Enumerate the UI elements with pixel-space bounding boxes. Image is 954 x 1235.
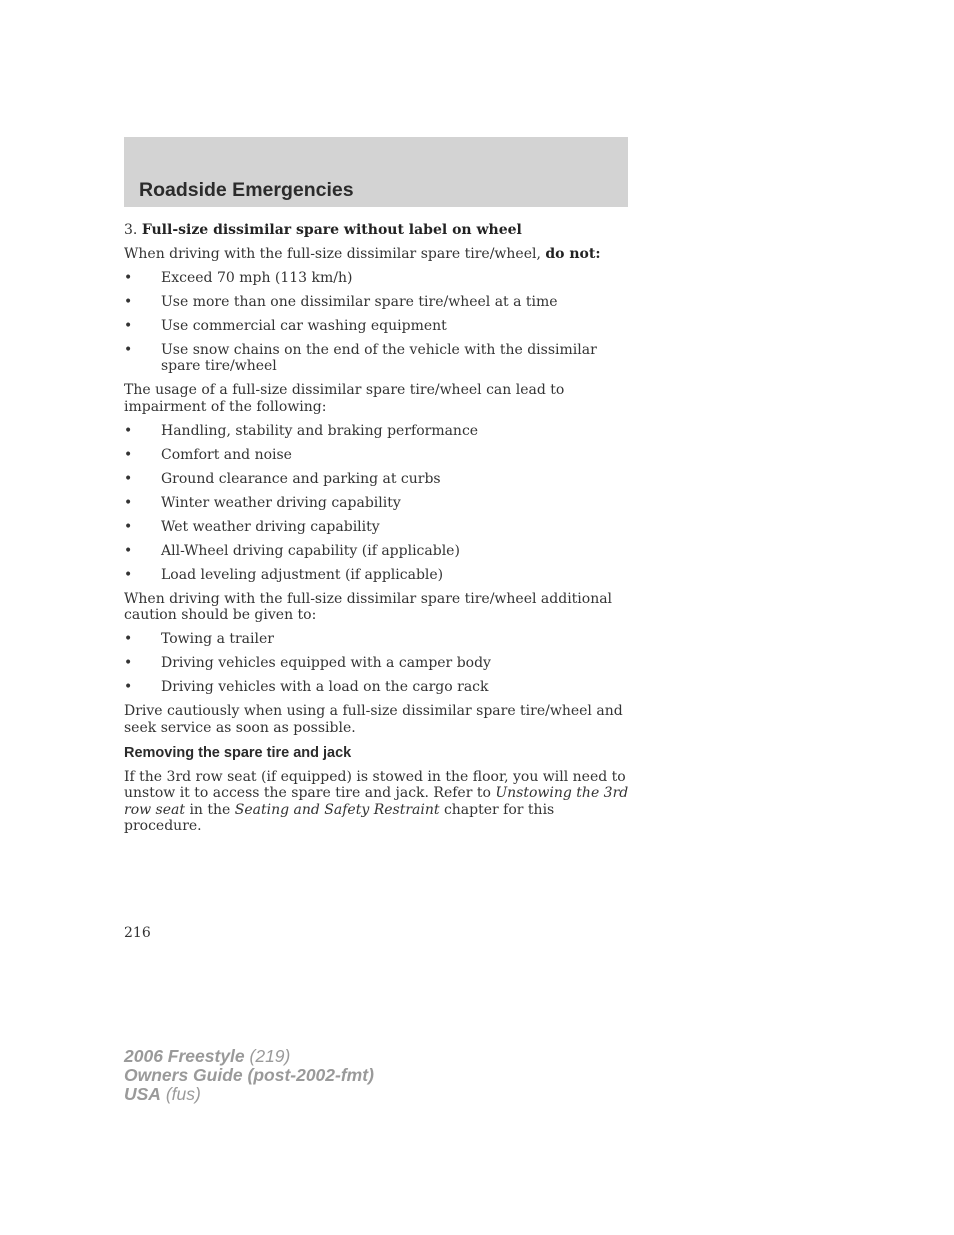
bullet-icon: • (124, 631, 133, 648)
caution-paragraph: When driving with the full-size dissimilar spare tire/wheel additional caution should be given to: (124, 590, 613, 624)
section-title: Roadside Emergencies (139, 179, 354, 201)
drive-cautiously-paragraph: Drive cautiously when using a full-size dissimilar spare tire/wheel and seek service as soon as possible. (124, 703, 623, 736)
list-item: • Driving vehicles with a load on the cargo rack (124, 679, 489, 696)
intro-emphasis: do not: (545, 246, 601, 262)
bullet-icon: • (124, 655, 133, 672)
impairment-paragraph: The usage of a full-size dissimilar spare tire/wheel can lead to impairment of the following: (124, 382, 565, 415)
list-item: • Towing a trailer (124, 631, 274, 648)
footer-line-1: 2006 Freestyle (219) (124, 1046, 291, 1066)
bullet-icon: • (124, 566, 133, 583)
bullet-icon: • (124, 470, 133, 487)
bullet-icon: • (124, 422, 133, 439)
removing-spare-heading: Removing the spare tire and jack (124, 745, 352, 762)
bullet-icon: • (124, 542, 133, 559)
list-item: • Handling, stability and braking performance (124, 422, 479, 439)
reference-chapter: Seating and Safety Restraint (234, 801, 440, 818)
list-item: • Use more than one dissimilar spare tire/wheel at a time (124, 294, 558, 310)
bullet-icon: • (124, 679, 133, 696)
bullet-icon: • (124, 294, 133, 310)
list-item: • Use commercial car washing equipment (124, 318, 447, 334)
bullet-icon: • (124, 494, 133, 511)
subsection-title (124, 222, 632, 238)
removing-spare-paragraph: If the 3rd row seat (if equipped) is stowed in the floor, you will need to unstow it to access the spare tire and jack. Refer to Unstowing the 3rd row seat in the Seating and Safety Restraint chapter for this procedure. (124, 769, 629, 835)
impairment-list (124, 423, 632, 583)
page-content (124, 222, 632, 835)
list-item: • Wet weather driving capability (124, 518, 380, 535)
subsection-number: 3. (124, 222, 138, 238)
bullet-icon: • (124, 446, 133, 463)
do-not-list (124, 270, 632, 375)
page-number: 216 (124, 925, 151, 941)
list-item: • All-Wheel driving capability (if applicable) (124, 542, 460, 559)
reference-unstowing: Unstowing the 3rd row seat (124, 785, 629, 818)
bullet-icon: • (124, 318, 133, 334)
bullet-icon: • (124, 342, 133, 358)
section-header-band (124, 137, 628, 207)
list-item: • Exceed 70 mph (113 km/h) (124, 270, 353, 286)
list-item: • Load leveling adjustment (if applicable) (124, 566, 444, 583)
caution-list (124, 631, 632, 695)
intro-paragraph (124, 246, 632, 262)
document-footer (124, 1047, 374, 1104)
bullet-icon: • (124, 518, 133, 535)
list-item: • Comfort and noise (124, 446, 292, 463)
list-item: • Use snow chains on the end of the vehicle with the dissimilar spare tire/wheel (124, 342, 597, 375)
footer-line-2: Owners Guide (post-2002-fmt) (124, 1065, 374, 1085)
intro-text: When driving with the full-size dissimilar spare tire/wheel, (124, 246, 546, 262)
subsection-title-text: Full-size dissimilar spare without label on wheel (141, 222, 522, 238)
list-item: • Driving vehicles equipped with a camper body (124, 655, 491, 672)
footer-line-3: USA (fus) (124, 1084, 201, 1104)
list-item: • Ground clearance and parking at curbs (124, 470, 441, 487)
list-item: • Winter weather driving capability (124, 494, 401, 511)
bullet-icon: • (124, 270, 133, 286)
